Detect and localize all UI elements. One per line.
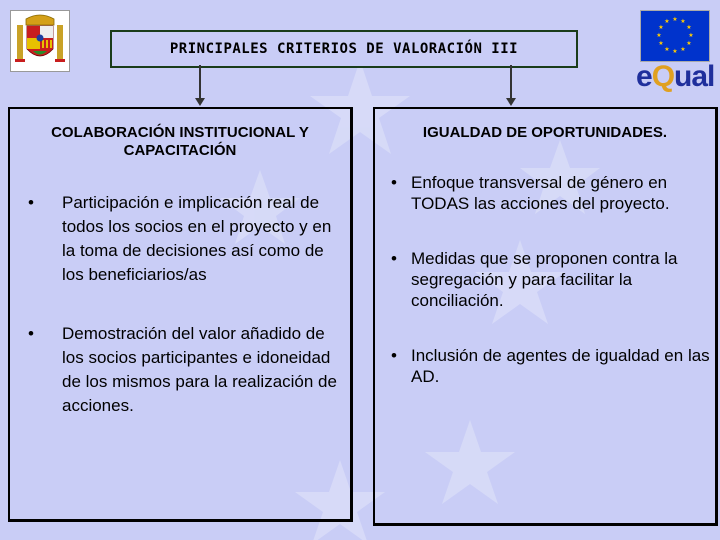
list-item	[10, 322, 350, 418]
panel-heading: COLABORACIÓN INSTITUCIONAL Y CAPACITACIÓN	[51, 124, 309, 159]
svg-text:★: ★	[658, 40, 664, 47]
equal-logo	[636, 60, 720, 100]
bullet-list	[375, 172, 715, 387]
svg-text:★: ★	[672, 48, 678, 55]
list-item-text: Medidas que se proponen contra la segregación y para facilitar la conciliación.	[411, 249, 678, 310]
list-item-text: Inclusión de agentes de igualdad en las AD.	[411, 346, 710, 386]
arrow-down-icon	[195, 98, 205, 106]
list-item-text: Participación e implicación real de todos los socios en el proyecto y en la toma de decisiones así como de los beneficiarios/as	[62, 193, 332, 284]
equal-logo-rest: ual	[674, 60, 715, 93]
connector-line-left	[199, 65, 201, 99]
spain-coat-of-arms	[10, 10, 70, 72]
svg-text:★: ★	[680, 18, 686, 25]
svg-text:★: ★	[658, 24, 664, 31]
list-item	[375, 248, 715, 311]
list-item	[375, 172, 715, 214]
bullet-list	[10, 191, 350, 418]
svg-text:★: ★	[688, 32, 694, 39]
svg-text:★: ★	[686, 24, 692, 31]
page-title: PRINCIPALES CRITERIOS DE VALORACIÓN III	[169, 41, 519, 57]
bullet: •	[28, 193, 34, 212]
eu-flag-icon	[641, 11, 709, 61]
list-item	[375, 345, 715, 387]
svg-text:★: ★	[672, 16, 678, 23]
spanish-coat-of-arms-icon	[11, 11, 69, 71]
svg-text:★: ★	[680, 46, 686, 53]
list-item-text: Demostración del valor añadido de los socios participantes e idoneidad de los mismos para la realización de acciones.	[62, 324, 337, 415]
bullet: •	[391, 173, 397, 192]
equal-logo-e: e	[636, 60, 652, 93]
arrow-down-icon	[506, 98, 516, 106]
connector-line-right	[510, 65, 512, 99]
panel-heading: IGUALDAD DE OPORTUNIDADES.	[422, 124, 668, 141]
panel-igualdad	[373, 107, 718, 526]
panel-colaboracion	[8, 107, 353, 522]
svg-text:★: ★	[686, 40, 692, 47]
bullet: •	[391, 346, 397, 365]
page-title-box	[110, 30, 578, 68]
svg-text:★: ★	[656, 32, 662, 39]
list-item	[10, 191, 350, 287]
svg-text:★: ★	[664, 46, 670, 53]
bullet: •	[28, 324, 34, 343]
bullet: •	[391, 249, 397, 268]
eu-flag	[640, 10, 710, 62]
svg-text:★: ★	[664, 18, 670, 25]
equal-logo-q: Q	[651, 60, 675, 93]
list-item-text: Enfoque transversal de género en TODAS las acciones del proyecto.	[411, 173, 670, 213]
